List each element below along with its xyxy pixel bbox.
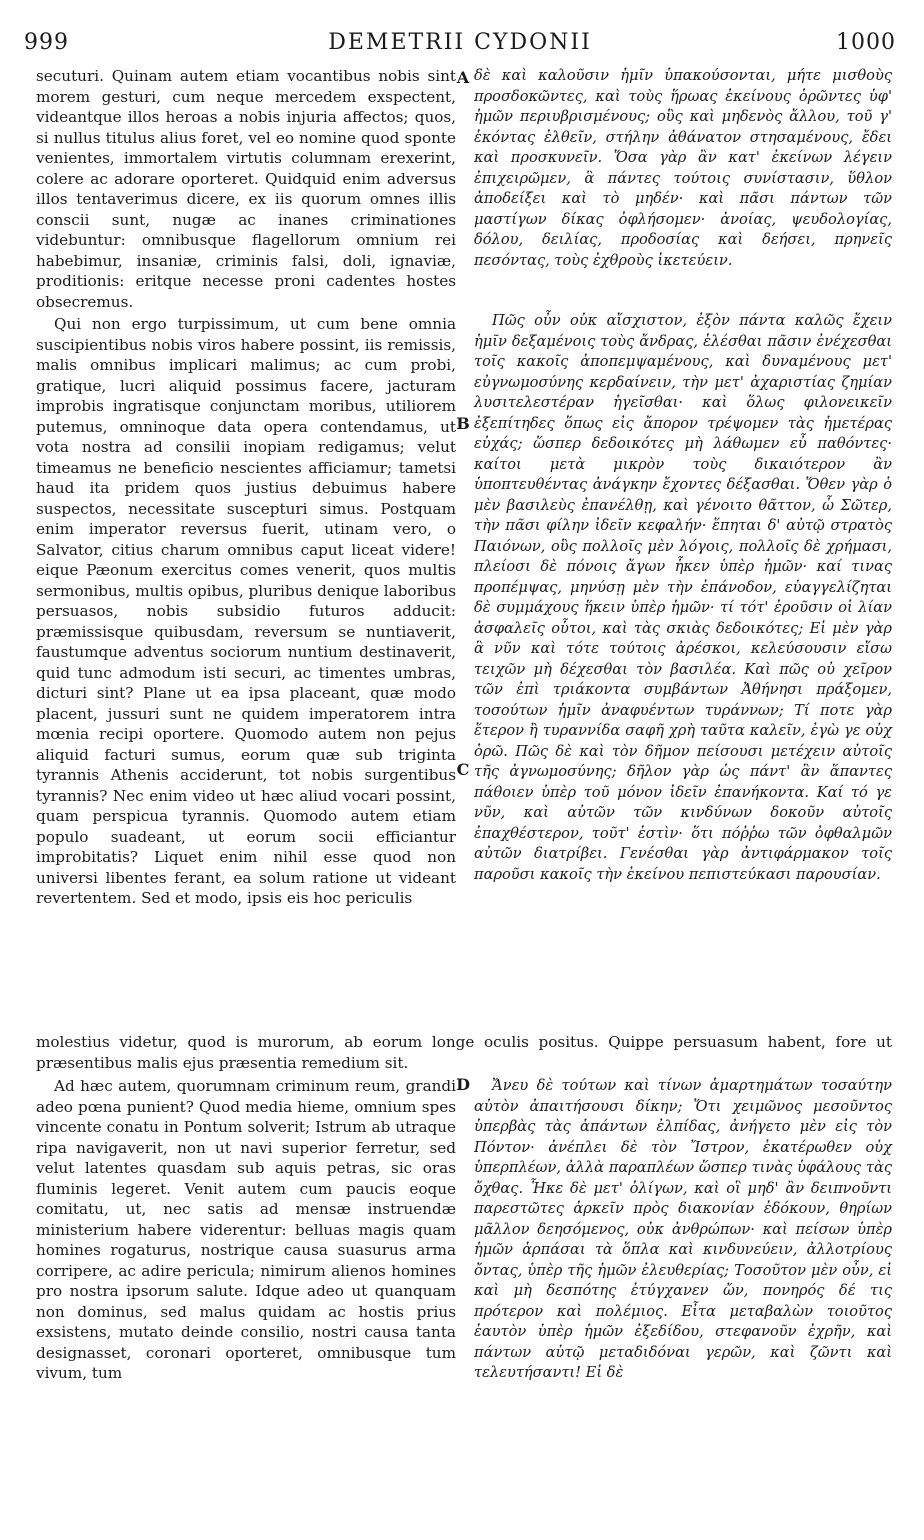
greek-paragraph-1: δὲ καὶ καλοῦσιν ἡμῖν ὑπακούσονται, μήτε μισθοὺς προσδοκῶντες, καὶ τοὺς ἥρωας ἐκείνους ὁρῶντες ὑφ' ἡμῶν περιυβρισμένους; οὓς καὶ μηδενὸς ἄλλου, τοῦ γ' ἑκόντας ἐλθεῖν, στήλην ἀθάνατον στησαμένους, ἔδει καὶ προσκυνεῖν. Ὅσα γὰρ ἂν κατ' ἐκείνων λέγειν ἐπιχειρῶμεν, ἃ πάντες τούτοις συνίστασιν, ὕθλον ἀποδείξει καὶ τὸ μηδέν· καὶ πᾶσι πάντων τῶν μαστίγων δίκας ὀφλήσομεν· ἀνοίας, ψευδολογίας, δόλου, δειλίας, προδοσίας καὶ δεήσει, πρηνεῖς πεσόντας, τοὺς ἐχθροὺς ἱκετεύειν. bbox=[474, 67, 892, 269]
latin-paragraph-2: Qui non ergo turpissimum, ut cum bene omnia suscipientibus nobis viros habere possint, iis remissis, malis omnibus implicari malimus; ac cum probi, gratique, lucri aliquid possimus facere, jacturam improbis ingratisque conjunctam moribus, utiliorem putemus, omninoque data opera contendamus, ut vota nostra ad consilii inopiam redigamus; velut timeamus ne beneficio nescientes afficiamur; tametsi haud ita pridem quos justius debuimus habere suspectos, necessitate suscepturi simus. Postquam enim imperator reversus fuerit, utinam vero, o Salvator, citius charum omnibus caput liceat videre! eique Pæonum exercitus comes venerit, quos multis sermonibus, multis opibus, pluribus denique laboribus persuasos, nobis subsidio futuros adducit: præmissisque quibusdam, reversum se nuntiaverit, faustumque adventus sociorum nuntium destinaverit, quid tunc admodum isti securi, ac timentes umbras, dicturi sint? Plane ut ea ipsa placeant, quæ modo placent, jussuri sunt ne quidem imperatorem intra mœnia recipi oportere. Quomodo autem non pejus aliquid facturi sumus, eorum quæ sub triginta tyrannis Athenis acciderunt, tot nobis surgentibus tyrannis? Nec enim video ut hæc aliud vocari possint, quam perspicua tyrannis. Quomodo autem etiam populo suadeant, ut eorum socii efficiantur improbitatis? Liquet enim nihil esse quod non universi libentes ferant, ea solum ratione ut videant revertentem. Sed et modo, ipsis eis hoc periculis bbox=[36, 315, 456, 907]
latin-column-bottom bbox=[36, 1076, 456, 1506]
greek-paragraph-2: Πῶς οὖν οὐκ αἴσχιστον, ἐξὸν πάντα καλῶς ἔχειν ἡμῖν δεξαμένοις τοὺς ἄνδρας, ἑλέσθαι πᾶσιν ἐνέχεσθαι τοῖς κακοῖς ἀποπεμψαμένους, καὶ δυναμένους μετ' εὐγνωμοσύνης κερδαίνειν, τὴν μετ' ἀχαριστίας ζημίαν λυσιτελεστέραν ἡγεῖσθαι· καὶ ὅλως φιλονεικεῖν ἐξεπίτηδες ὅπως εἰς ἄπορον τρέψομεν τὰς ἡμετέρας εὐχάς; ὥσπερ δεδοικότες μὴ λάθωμεν εὖ παθόντες· καίτοι μετὰ μικρὸν τοὺς δικαιότερον ἂν ὑποπτευθέντας ἀνάγκην ἔχοντες δέξασθαι. Ὅθεν γὰρ ὁ μὲν βασιλεὺς ἐπανέλθῃ, καὶ γένοιτο θᾶττον, ὦ Σῶτερ, τὴν πᾶσι φίλην ἰδεῖν κεφαλήν· ἕπηται δ' αὐτῷ στρατὸς Παιόνων, οὓς πολλοῖς μὲν λόγοις, πολλοῖς δὲ χρήμασι, πλείοσι δὲ πόνοις ἄγων ἧκεν ὑπὲρ ἡμῶν· καί τινας προπέμψας, μηνύσῃ μὲν τὴν ἐπάνοδον, εὐαγγελίζηται δὲ συμμάχους ἥκειν ὑπὲρ ἡμῶν· τί τότ' ἐροῦσιν οἱ λίαν ἀσφαλεῖς οὗτοι, καὶ τὰς σκιὰς δεδοικότες; Εἰ μὲν γὰρ ἃ νῦν καὶ τότε τούτοις ἀρέσκοι, κελεύσουσιν εἴσω τειχῶν μὴ δέχεσθαι τὸν βασιλέα. Καὶ πῶς οὐ χεῖρον τῶν ἐπὶ τριάκοντα συμβάντων Ἀθήνησι πράξομεν, τοσούτων ἡμῖν ἀναφυέντων τυράννων; Τί ποτε γὰρ ἕτερον ἢ τυραννίδα σαφῆ χρὴ ταῦτα καλεῖν, ἐγὼ γε οὐχ ὁρῶ. Πῶς δὲ καὶ τὸν δῆμον πείσουσι μετέχειν αὐτοῖς τῆς ἀγνωμοσύνης; δῆλον γὰρ ὡς πάντ' ἂν ἅπαντες πάθοιεν ὑπὲρ τοῦ μόνον ἰδεῖν ἐπανήκοντα. Καί τό γε νῦν, καὶ αὐτῶν τῶν κινδύνων δοκοῦν αὐτοῖς ἐπαχθέστερον, τοῦτ' ἐστὶν· ὅτι πόῤῥω τῶν ὀφθαλμῶν αὐτῶν διατρίβει. Γενέσθαι γὰρ ἀντιφάρμακον τοῖς παροῦσι κακοῖς τὴν ἐκείνου πεπιστεύκασι παρουσίαν. bbox=[474, 312, 892, 883]
latin-paragraph-1: secuturi. Quinam autem etiam vocantibus nobis sint morem gesturi, cum neque mercedem exspectent, videantque illos heroas a nobis injuria affectos; quos, si nullus titulus alius foret, vel eo nomine quod sponte venientes, immortalem virtutis columnam erexerint, colere ac adorare oporteret. Quidquid enim adversus illos tentaverimus dicere, ex iis quorum omnes illis conscii sunt, nugæ ac inanes criminationes videbuntur: omnibusque flagellorum omnium rei habebimur, insaniæ, criminis falsi, doli, ignaviæ, proditionis: eritque necesse proni cadentes hostes obsecremus. bbox=[36, 67, 456, 311]
running-title: DEMETRII CYDONII bbox=[328, 30, 592, 55]
full-width-continuation: molestius videtur, quod is murorum, ab eorum longe oculis positus. Quippe persuasum habent, fore ut præsentibus malis ejus præsentia remedium sit. bbox=[36, 1033, 892, 1072]
section-marker-b: B bbox=[456, 414, 470, 433]
latin-column-top bbox=[36, 66, 456, 907]
greek-column-bottom bbox=[474, 1076, 892, 1506]
section-marker-d: D bbox=[456, 1075, 470, 1094]
page-number-left: 999 bbox=[24, 30, 69, 55]
greek-column-top bbox=[474, 66, 892, 883]
page-number-right: 1000 bbox=[836, 30, 896, 55]
page-header bbox=[24, 30, 896, 60]
section-marker-a: A bbox=[456, 68, 470, 87]
section-marker-c: C bbox=[456, 760, 470, 779]
greek-paragraph-3: Ἄνευ δὲ τούτων καὶ τίνων ἁμαρτημάτων τοσαύτην αὐτὸν ἀπαιτήσουσι δίκην; Ὅτι χειμῶνος μεσοῦντος ὑπερβὰς τὰς ἁπάντων ἐλπίδας, ἀνήγετο μὲν εἰς τὸν Πόντον· ἀνέπλει δὲ τὸν Ἴστρον, ἑκατέρωθεν οὐχ ὑπερπλέων, ἀλλὰ παραπλέων ὥσπερ τινὰς ὑφάλους τὰς ὄχθας. Ἧκε δὲ μετ' ὀλίγων, καὶ οἳ μηδ' ἂν δειπνοῦντι παρεστῶτες ἀρκεῖν πρὸς διακονίαν ἐδόκουν, θηρίων μᾶλλον δεησόμενος, οὐκ ἀνθρώπων· καὶ πείσων ὑπὲρ ἡμῶν ἁρπάσαι τὰ ὅπλα καὶ κινδυνεύειν, ἀλλοτρίους ὄντας, ὑπὲρ τῆς ἡμῶν ἐλευθερίας; Τοσοῦτον μὲν οὖν, εἰ καὶ μὴ δεσπότης ἐτύγχανεν ὤν, πονηρός δέ τις πρότερον καὶ πολέμιος. Εἶτα μεταβαλὼν τοιοῦτος ἑαυτὸν ὑπὲρ ἡμῶν ἐξεδίδου, στεφανοῦν ἐχρῆν, καὶ πάντων αὐτῷ μεταδιδόναι γερῶν, καὶ ζῶντι καὶ τελευτήσαντι! Εἰ δὲ bbox=[474, 1077, 892, 1381]
latin-paragraph-3: Ad hæc autem, quorumnam criminum reum, grandi adeo pœna punient? Quod media hieme, omnium spes vincente conatu in Pontum solverit; Istrum ab utraque ripa navigaverit, non ut navi superior ferretur, sed velut latentes quasdam sub aquis petras, sic oras fluminis legeret. Venit autem cum paucis eoque comitatu, ut, nec satis ad mensæ instruendæ ministerium habere viderentur: belluas magis quam homines rogaturus, nostrique causa suasurus arma corripere, ac adire pericula; nimirum alienos homines pro nostra ipsorum salute. Idque adeo ut quanquam non dominus, sed malus quidam ac hostis prius exsistens, mutato deinde consilio, nostri causa tanta designasset, coronari oporteret, omnibusque tum vivum, tum bbox=[36, 1077, 456, 1382]
